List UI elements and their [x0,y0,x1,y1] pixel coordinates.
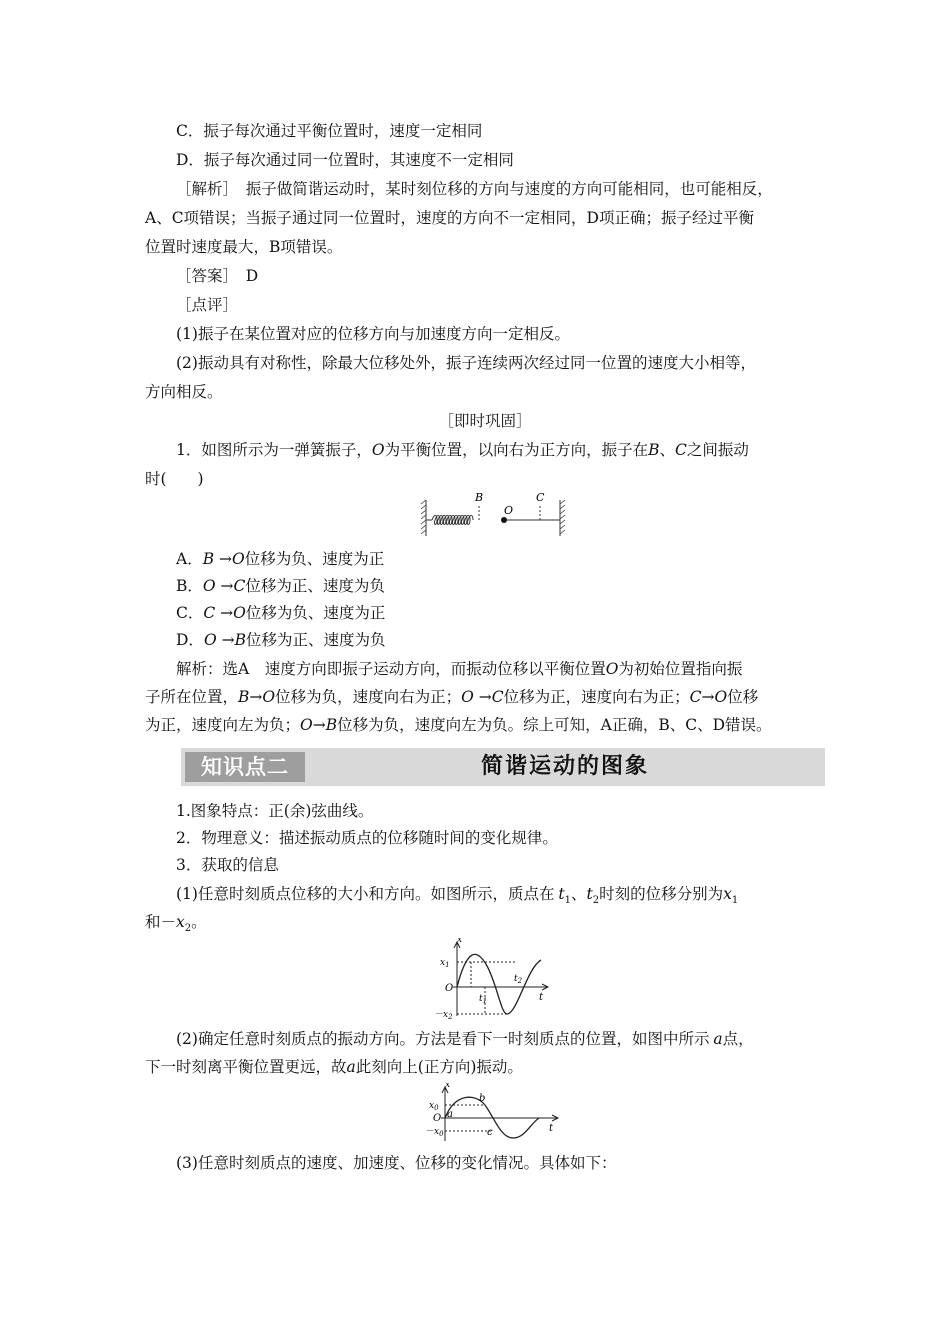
solution-line-1: 解析：选A 速度方向即振子运动方向，而振动位移以平衡位置O为初始位置指向振 [176,660,743,678]
option-c: C．振子每次通过平衡位置时，速度一定相同 [176,122,483,140]
knowledge-3-1a: (1)任意时刻质点位移的大小和方向。如图所示，质点在 $t_1$、$t_2$时刻的位移分别为$x_1$ [176,885,739,907]
origin-label-2: O [433,1113,442,1124]
comment-line-2a: (2)振动具有对称性，除最大位移处外，振子连续两次经过同一位置的速度大小相等， [176,354,756,372]
comment-heading: ［点评］ [176,296,239,314]
option-d2: D．O →B位移为正、速度为负 [176,631,386,649]
option-b: B．O →C位移为正、速度为负 [176,577,385,595]
section-banner [181,748,825,786]
analysis-line-2: A、C项错误；当振子通过同一位置时，速度的方向不一定相同，D项正确；振子经过平衡 [145,209,754,227]
knowledge-line-2: 2．物理意义：描述振动质点的位移随时间的变化规律。 [176,829,558,847]
oscillator-mass [501,517,507,523]
point-b-label: b [479,1093,486,1104]
knowledge-line-3: 3．获取的信息 [176,856,279,874]
axis-x-label: x [457,938,463,945]
analysis-line-3: 位置时速度最大，B项错误。 [145,238,343,256]
axis-t-label-2: t [549,1123,554,1134]
neg-x2-label: $-x_2$ [434,1010,453,1021]
knowledge-3-1b: 和$-x_2$。 [145,913,207,935]
section-tag: 知识点二 [185,752,305,782]
label-o: O [504,504,514,517]
spring-oscillator-figure [420,486,570,538]
neg-x0-label: $-x_0$ [425,1127,444,1138]
analysis-line-1: ［解析］ 振子做简谐运动时，某时刻位移的方向与速度的方向可能相同，也可能相反， [176,180,773,198]
axis-x-label-2: x [445,1083,451,1090]
point-c-label: c [487,1127,493,1138]
option-c2: C．C →O位移为负、速度为正 [176,604,386,622]
question-1-line-1: 1．如图所示为一弹簧振子，O为平衡位置，以向右为正方向，振子在B、C之间振动 [176,441,749,459]
knowledge-3-2b: 下一时刻离平衡位置更远，故a此刻向上(正方向)振动。 [145,1058,523,1076]
comment-line-1: (1)振子在某位置对应的位移方向与加速度方向一定相反。 [176,325,570,343]
t2-label: $t_2$ [514,974,523,985]
x1-label: $x_1$ [440,958,450,969]
answer-line: ［答案］ D [176,267,259,285]
knowledge-line-1: 1.图象特点：正(余)弦曲线。 [176,802,374,820]
option-a: A．B →O位移为负、速度为正 [176,550,385,568]
knowledge-3-3: (3)任意时刻质点的速度、加速度、位移的变化情况。具体如下： [176,1154,617,1172]
x0-label: $x_0$ [429,1101,439,1112]
point-a-label: a [447,1109,453,1120]
origin-label: O [445,983,454,994]
displacement-time-graph-1 [423,938,553,1023]
knowledge-3-2a: (2)确定任意时刻质点的振动方向。方法是看下一时刻质点的位置，如图中所示 a点， [176,1030,754,1048]
option-d: D．振子每次通过同一位置时，其速度不一定相同 [176,151,514,169]
section-title: 简谐运动的图象 [480,754,649,779]
solution-line-2: 子所在位置，B→O位移为负，速度向右为正；O →C位移为正，速度向右为正；C→O位移 [145,688,759,706]
comment-line-2b: 方向相反。 [145,383,223,401]
t1-label: $t_1$ [479,994,488,1005]
solution-line-3: 为正，速度向左为负；O→B位移为负，速度向左为负。综上可知，A正确，B、C、D错误。 [145,716,772,734]
label-c: C [536,491,545,504]
question-1-line-2: 时( ) [145,470,204,488]
axis-t-label: t [539,992,544,1003]
displacement-time-graph-2 [423,1083,563,1145]
consolidate-heading: ［即时巩固］ [438,412,532,430]
label-b: B [475,491,484,504]
